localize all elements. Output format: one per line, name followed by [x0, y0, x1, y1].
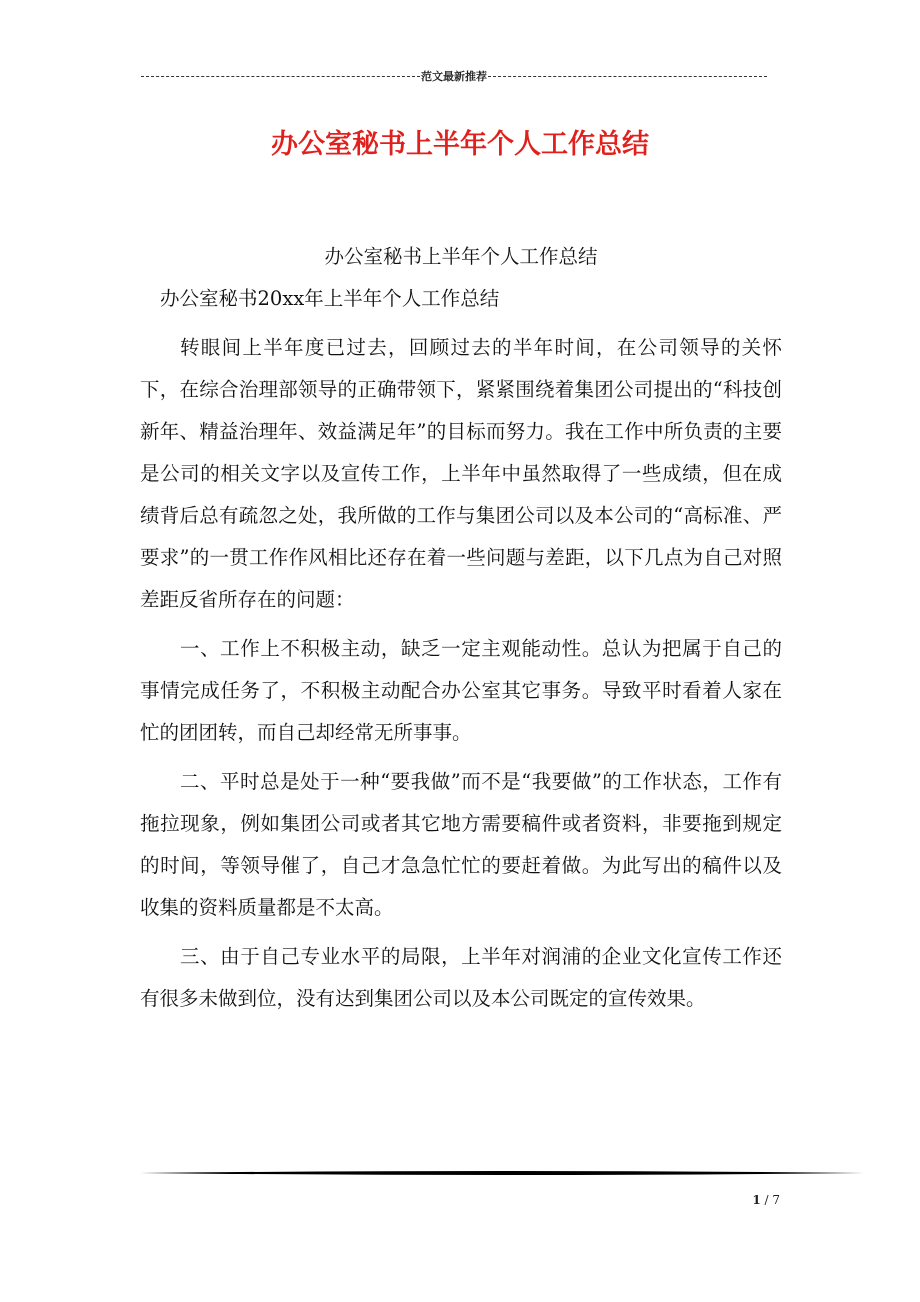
page-current: 1: [752, 1193, 761, 1207]
paragraph-point-one: 一、工作上不积极主动，缺乏一定主观能动性。总认为把属于自己的事情完成任务了，不积极主动配合办公室其它事务。导致平时看着人家在忙的团团转，而自己却经常无所事事。: [140, 637, 782, 744]
document-body: [140, 236, 782, 1020]
header-dash-left: [141, 76, 420, 77]
footer-divider: [140, 1170, 864, 1176]
paragraph-point-two: 二、平时总是处于一种“要我做”而不是“我要做”的工作状态，工作有拖拉现象，例如集团公司或者其它地方需要稿件或者资料，非要拖到规定的时间，等领导催了，自己才急急忙忙的要赶着做。为此写出的稿件以及收集的资料质量都是不太高。: [140, 770, 782, 919]
page-number: [700, 1193, 780, 1207]
page-separator: /: [760, 1193, 773, 1207]
header-dash-right: [488, 76, 767, 77]
subtitle-line: 办公室秘书20xx年上半年个人工作总结: [160, 287, 500, 310]
paragraph-intro: 转眼间上半年度已过去，回顾过去的半年时间，在公司领导的关怀下，在综合治理部领导的正确带领下，紧紧围绕着集团公司提出的“科技创新年、精益治理年、效益满足年”的目标而努力。我在工作中所负责的主要是公司的相关文字以及宣传工作，上半年中虽然取得了一些成绩，但在成绩背后总有疏忽之处，我所做的工作与集团公司以及本公司的“高标准、严要求”的一贯工作作风相比还存在着一些问题与差距，以下几点为自己对照差距反省所存在的问题：: [140, 336, 782, 611]
document-title: 办公室秘书上半年个人工作总结: [271, 129, 649, 160]
centered-heading: 办公室秘书上半年个人工作总结: [324, 245, 598, 268]
paragraph-point-three: 三、由于自己专业水平的局限，上半年对润浦的企业文化宣传工作还有很多未做到位，没有达到集团公司以及本公司既定的宣传效果。: [140, 945, 782, 1010]
header-banner-text: 范文最新推荐: [421, 71, 487, 83]
page-header-banner: [140, 66, 768, 86]
page-total: 7: [772, 1193, 780, 1207]
